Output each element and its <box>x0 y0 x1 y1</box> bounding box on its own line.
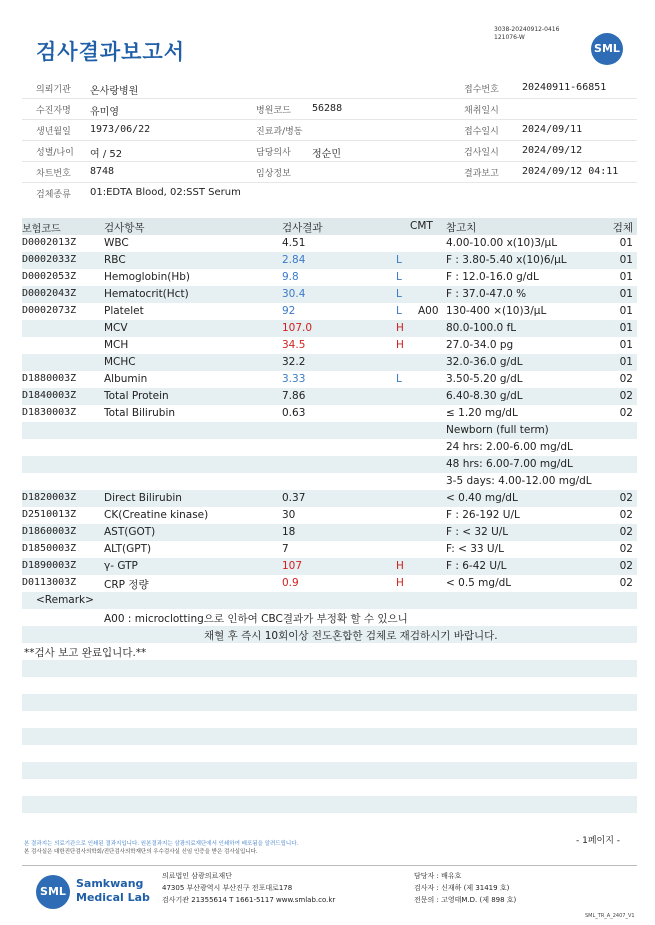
test-item: Total Protein <box>104 390 169 402</box>
brand-line2: Medical Lab <box>76 891 150 904</box>
footer-note-line2: 본 검사실은 대한진단검사의학회/진단검사의학재단의 우수검사실 신임 인증을 받은 검사실입니다. <box>24 849 258 855</box>
result-flag: H <box>396 339 404 351</box>
insurance-code: D0002033Z <box>22 254 77 265</box>
result-flag: L <box>396 373 402 385</box>
reference-range: < 0.5 mg/dL <box>446 577 512 589</box>
remark-label-row <box>22 592 637 609</box>
reference-range: 80.0-100.0 fL <box>446 322 517 334</box>
insurance-code: D1820003Z <box>22 492 77 503</box>
blank-row <box>22 711 637 728</box>
reference-range: 27.0-34.0 pg <box>446 339 514 351</box>
blank-row <box>22 762 637 779</box>
patient-label: 수진자명 <box>36 106 71 116</box>
table-row <box>22 507 637 524</box>
comment-code: A00 <box>418 305 439 317</box>
report-date-value: 2024/09/12 04:11 <box>522 166 619 177</box>
hospital-code-label: 병원코드 <box>256 106 291 116</box>
insurance-code: D0002043Z <box>22 288 77 299</box>
table-row <box>22 337 637 354</box>
table-row <box>22 269 637 286</box>
specimen-code: 01 <box>619 271 633 283</box>
doctor-label: 담당의사 <box>256 148 291 158</box>
insurance-code: D0002073Z <box>22 305 77 316</box>
brand-line1: Samkwang <box>76 877 144 890</box>
specimen-code: 01 <box>619 322 633 334</box>
test-result: 3.33 <box>282 373 306 385</box>
doctor-value: 정순민 <box>312 149 341 160</box>
document-id <box>494 26 559 42</box>
insurance-code: D1830003Z <box>22 407 77 418</box>
col-header-specimen: 검체 <box>612 222 633 234</box>
remark-label: <Remark> <box>36 594 94 606</box>
receipt-no-label: 접수번호 <box>464 85 499 95</box>
sex-age-value: 여 / 52 <box>90 149 123 160</box>
brand-name <box>76 877 150 905</box>
col-header-result: 검사결과 <box>282 222 323 234</box>
test-result: 30.4 <box>282 288 306 300</box>
insurance-code: D1860003Z <box>22 526 77 537</box>
col-header-cmt: CMT <box>410 220 433 232</box>
table-row <box>22 490 637 507</box>
test-item: AST(GOT) <box>104 526 156 538</box>
page-number: - 1페이지 - <box>576 836 621 846</box>
result-flag: L <box>396 305 402 317</box>
table-row <box>22 320 637 337</box>
test-item: γ- GTP <box>104 560 138 572</box>
reference-range: < 0.40 mg/dL <box>446 492 518 504</box>
result-flag: H <box>396 560 404 572</box>
reference-range: F : 3.80-5.40 x(10)6/μL <box>446 254 567 266</box>
test-item: Direct Bilirubin <box>104 492 182 504</box>
reference-range: 3.50-5.20 g/dL <box>446 373 523 385</box>
test-item: Platelet <box>104 305 144 317</box>
sml-footer-logo: SML <box>36 875 70 909</box>
specimen-code: 01 <box>619 288 633 300</box>
blank-row <box>22 779 637 796</box>
insurance-code: D1850003Z <box>22 543 77 554</box>
result-flag: H <box>396 577 404 589</box>
table-row <box>22 252 637 269</box>
test-item: CK(Creatine kinase) <box>104 509 209 521</box>
results-table <box>22 218 637 830</box>
col-header-item: 검사항목 <box>104 222 145 234</box>
test-result: 2.84 <box>282 254 306 266</box>
col-header-ref: 참고치 <box>446 222 477 234</box>
table-row <box>22 473 637 490</box>
specimen-label: 검체종류 <box>36 190 71 200</box>
footer-note-line1: 의료기관으로 인쇄된 결과지입니다. 원본결과지는 삼광의료재단에서 인쇄하여 배포됨을 알려드립니다. <box>54 841 299 847</box>
receipt-date-label: 접수일시 <box>464 127 499 137</box>
reference-range: 4.00-10.00 x(10)3/μL <box>446 237 558 249</box>
chart-no-value: 8748 <box>90 166 115 177</box>
receipt-date-value: 2024/09/11 <box>522 124 583 135</box>
specimen-code: 01 <box>619 339 633 351</box>
specimen-code: 01 <box>619 237 633 249</box>
test-result: 9.8 <box>282 271 299 283</box>
table-row <box>22 456 637 473</box>
test-result: 7.86 <box>282 390 306 402</box>
insurance-code: D0113003Z <box>22 577 77 588</box>
reference-range: 32.0-36.0 g/dL <box>446 356 523 368</box>
dob-value: 1973/06/22 <box>90 124 151 135</box>
specimen-code: 02 <box>619 560 633 572</box>
test-result: 0.9 <box>282 577 299 589</box>
table-row <box>22 575 637 592</box>
table-row <box>22 303 637 320</box>
test-date-label: 검사일시 <box>464 148 499 158</box>
result-flag: L <box>396 288 402 300</box>
test-result: 92 <box>282 305 296 317</box>
blank-row <box>22 813 637 830</box>
test-result: 30 <box>282 509 296 521</box>
test-result: 0.63 <box>282 407 306 419</box>
remark-line1-row <box>22 609 637 626</box>
specimen-code: 02 <box>619 407 633 419</box>
table-row <box>22 371 637 388</box>
test-date-value: 2024/09/12 <box>522 145 583 156</box>
reference-range: 6.40-8.30 g/dL <box>446 390 523 402</box>
staff-signatures <box>414 870 516 906</box>
reference-range: 48 hrs: 6.00-7.00 mg/dL <box>446 458 573 470</box>
table-header <box>22 218 637 235</box>
result-flag: L <box>396 254 402 266</box>
table-row <box>22 541 637 558</box>
chart-no-label: 차트번호 <box>36 169 71 179</box>
col-header-code: 보험코드 <box>22 224 61 235</box>
reference-range: F : 6-42 U/L <box>446 560 507 572</box>
result-flag: L <box>396 271 402 283</box>
patient-header <box>22 78 637 203</box>
blank-row <box>22 677 637 694</box>
report-complete-row <box>22 643 637 660</box>
staff-manager: 담당자 : 배유호 <box>414 872 462 880</box>
remark-line1: A00 : microclotting으로 인하여 CBC결과가 부정확 할 수 있으니 <box>104 613 408 625</box>
reference-range: Newborn (full term) <box>446 424 549 436</box>
specimen-code: 01 <box>619 254 633 266</box>
specimen-code: 02 <box>619 373 633 385</box>
table-row <box>22 422 637 439</box>
specimen-code: 02 <box>619 390 633 402</box>
specimen-code: 02 <box>619 543 633 555</box>
reference-range: ≤ 1.20 mg/dL <box>446 407 518 419</box>
table-row <box>22 235 637 252</box>
table-row <box>22 439 637 456</box>
insurance-code: D0002053Z <box>22 271 77 282</box>
reference-range: F : 12.0-16.0 g/dL <box>446 271 539 283</box>
insurance-code: D1840003Z <box>22 390 77 401</box>
org-name: 의료법인 삼광의료재단 <box>162 872 232 880</box>
test-result: 0.37 <box>282 492 306 504</box>
insurance-code: D2510013Z <box>22 509 77 520</box>
test-item: MCHC <box>104 356 136 368</box>
specimen-code: 01 <box>619 356 633 368</box>
test-item: CRP 정량 <box>104 579 149 591</box>
test-result: 18 <box>282 526 296 538</box>
test-item: Hemoglobin(Hb) <box>104 271 191 283</box>
sex-age-label: 성별/나이 <box>36 148 74 158</box>
reference-range: F : 37.0-47.0 % <box>446 288 527 300</box>
organization-info <box>162 870 335 906</box>
institution-label: 의뢰기관 <box>36 85 71 95</box>
document-id-line: 3038-20240912-0416 <box>494 26 560 33</box>
table-row <box>22 558 637 575</box>
test-result: 34.5 <box>282 339 306 351</box>
institution-value: 온사랑병원 <box>90 86 139 97</box>
insurance-code: D1890003Z <box>22 560 77 571</box>
table-row <box>22 354 637 371</box>
test-result: 107.0 <box>282 322 313 334</box>
test-result: 32.2 <box>282 356 306 368</box>
sml-logo: SML <box>591 33 623 65</box>
dob-label: 생년월일 <box>36 127 71 137</box>
table-row <box>22 405 637 422</box>
test-result: 4.51 <box>282 237 306 249</box>
test-item: RBC <box>104 254 126 266</box>
reference-range: 3-5 days: 4.00-12.00 mg/dL <box>446 475 592 487</box>
org-address: 47305 부산광역시 부산진구 전포대로178 <box>162 884 293 892</box>
remark-line2: 채혈 후 즉시 10회이상 전도혼합한 검체로 재검하시기 바랍니다. <box>204 630 498 642</box>
test-item: MCV <box>104 322 128 334</box>
test-item: Total Bilirubin <box>104 407 176 419</box>
staff-tester: 검사자 : 신재하 (제 31419 호) <box>414 884 510 892</box>
collect-date-label: 채취일시 <box>464 106 499 116</box>
insurance-code: D0002013Z <box>22 237 77 248</box>
blank-row <box>22 660 637 677</box>
specimen-value: 01:EDTA Blood, 02:SST Serum <box>90 187 241 198</box>
test-item: Hematocrit(Hct) <box>104 288 189 300</box>
test-item: WBC <box>104 237 129 249</box>
test-item: ALT(GPT) <box>104 543 152 555</box>
insurance-code: D1880003Z <box>22 373 77 384</box>
footer-divider <box>22 865 637 866</box>
specimen-code: 02 <box>619 577 633 589</box>
clinical-label: 임상정보 <box>256 169 291 179</box>
specimen-code: 02 <box>619 526 633 538</box>
patient-value: 유미영 <box>90 107 119 118</box>
table-row <box>22 388 637 405</box>
reference-range: F : 26-192 U/L <box>446 509 520 521</box>
reference-range: F : < 32 U/L <box>446 526 509 538</box>
remark-line2-row <box>22 626 637 643</box>
blank-row <box>22 796 637 813</box>
report-complete: **검사 보고 완료입니다.** <box>24 647 147 659</box>
specimen-code: 02 <box>619 492 633 504</box>
reference-range: 130-400 ×(10)3/μL <box>446 305 547 317</box>
footer-note-prefix: 본 결과지는 <box>24 841 53 847</box>
test-item: Albumin <box>104 373 148 385</box>
receipt-no-value: 20240911-66851 <box>522 82 607 93</box>
test-item: MCH <box>104 339 129 351</box>
blank-row <box>22 694 637 711</box>
test-result: 107 <box>282 560 303 572</box>
table-row <box>22 286 637 303</box>
specimen-code: 01 <box>619 305 633 317</box>
form-version: SML_TR_A_2407_V1 <box>585 913 635 919</box>
blank-row <box>22 745 637 762</box>
reference-range: F: < 33 U/L <box>446 543 505 555</box>
report-date-label: 결과보고 <box>464 169 499 179</box>
result-flag: H <box>396 322 404 334</box>
org-contact: 검사기관 21355614 T 1661-5117 www.smlab.co.kr <box>162 896 336 904</box>
staff-specialist: 전문의 : 고영태M.D. (제 898 호) <box>414 896 517 904</box>
specimen-code: 02 <box>619 509 633 521</box>
document-id-line: 121076-W <box>494 34 525 41</box>
dept-label: 진료과/병동 <box>256 127 303 137</box>
reference-range: 24 hrs: 2.00-6.00 mg/dL <box>446 441 573 453</box>
footer-note <box>24 840 298 856</box>
test-result: 7 <box>282 543 289 555</box>
table-row <box>22 524 637 541</box>
report-title: 검사결과보고서 <box>36 40 186 64</box>
hospital-code-value: 56288 <box>312 103 343 114</box>
blank-row <box>22 728 637 745</box>
